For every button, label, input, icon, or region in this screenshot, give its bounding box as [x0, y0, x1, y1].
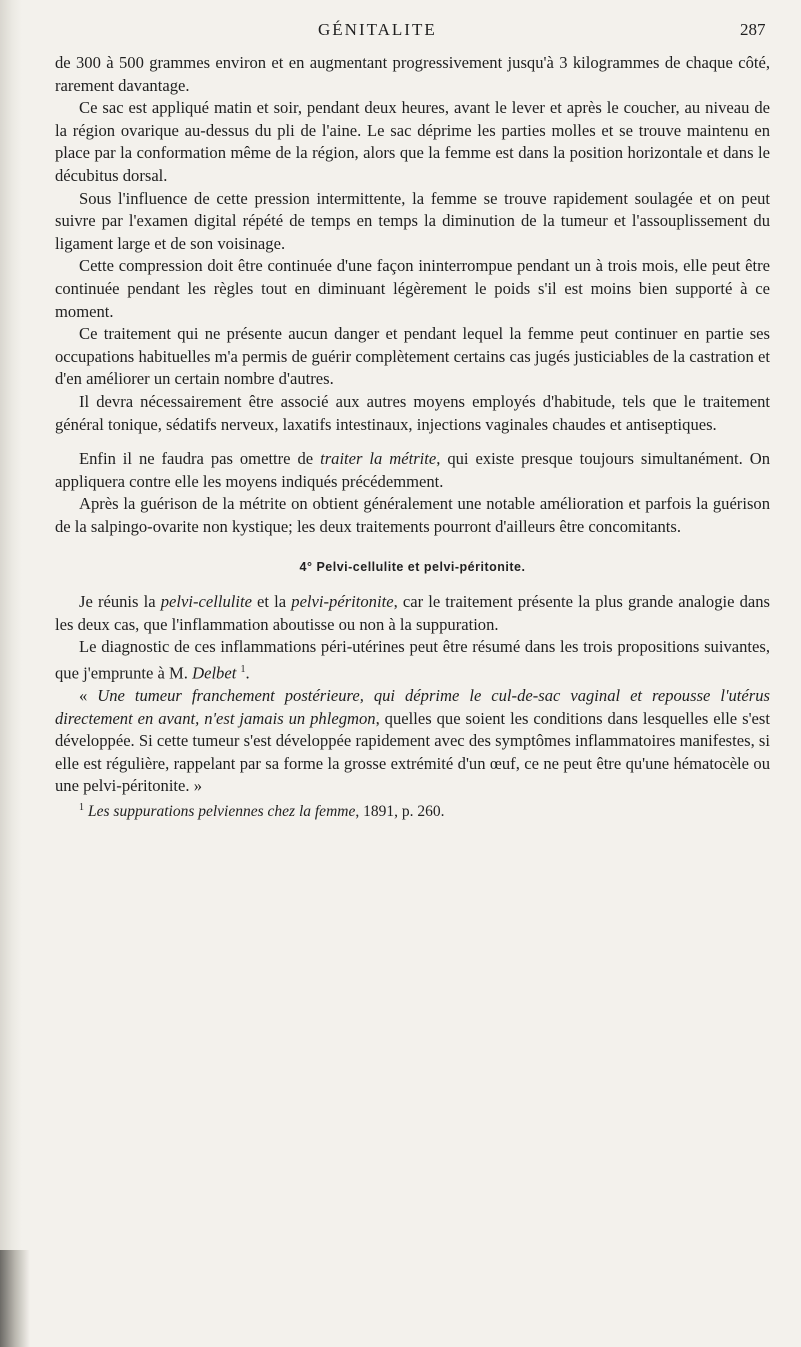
page-header [0, 20, 801, 50]
quotation [55, 685, 770, 798]
page-body [55, 52, 770, 822]
section-title: 4° Pelvi-cellulite et pelvi-péritonite. [299, 560, 526, 575]
emphasis: pelvi-cellulite [160, 592, 252, 612]
text-run: « [79, 685, 98, 705]
text-run: Je réunis la [79, 592, 161, 612]
paragraph [55, 636, 770, 685]
page-edge-shadow [0, 0, 22, 1347]
emphasis: traiter la métrite [320, 449, 437, 469]
paragraph: de 300 à 500 grammes environ et en augmentant progressivement jusqu'à 3 kilogrammes de chaque côté, rarement davantage. [55, 53, 770, 95]
text-run: . [245, 663, 250, 683]
footnote-reference[interactable]: 1 [240, 663, 246, 675]
text-run: Le diagnostic de ces inflammations péri-utérines peut être résumé dans les trois propositions suivantes, que j'emprunte à M. [55, 637, 770, 683]
text-run: , car le traitement présente la plus grande analogie dans les deux cas, que l'inflammation aboutisse ou non à la suppuration. [55, 592, 770, 634]
text-run: , quelles que soient les conditions dans lesquelles elle s'est développée. Si cette tumeur s'est développée rapidement avec des symptômes inflammatoires manifestes, si elle est régulière, rappelant par sa forme la grosse extrémité d'un œuf, ce ne peut être qu'une hématocèle ou une pelvi-péritonite. » [55, 708, 770, 796]
footnote-number: 1 [79, 801, 84, 813]
footnote [55, 798, 770, 822]
paragraph: Après la guérison de la métrite on obtient généralement une notable amélioration et parfois la guérison de la salpingo-ovarite non kystique; les deux traitements pourront d'ailleurs être concomitants. [55, 494, 770, 536]
paragraph [55, 448, 770, 493]
text-run: Enfin il ne faudra pas omettre de [79, 449, 321, 469]
footnote-details: , 1891, p. 260. [355, 803, 445, 821]
emphasis: Une tumeur franchement postérieure, qui déprime le cul-de-sac vaginal et repousse l'utérus directement en avant, n'est jamais un phlegmon [55, 685, 770, 728]
text-run: et la [251, 592, 292, 612]
paragraph: Ce traitement qui ne présente aucun danger et pendant lequel la femme peut continuer en partie ses occupations habituelles m'a permis de guérir complètement certains cas jugés justiciables de la castration et d'en améliorer un certain nombre d'autres. [55, 324, 770, 389]
footnote-title: Les suppurations pelviennes chez la femme [88, 803, 356, 821]
paragraph [55, 591, 770, 636]
emphasis: pelvi-péritonite [291, 592, 394, 612]
paragraph: Il devra nécessairement être associé aux autres moyens employés d'habitude, tels que le traitement général tonique, sédatifs nerveux, laxatifs intestinaux, injections vaginales chaudes et antiseptiques. [55, 391, 770, 434]
text-run: , qui existe presque toujours simultanément. On appliquera contre elle les moyens indiqués précédemment. [55, 449, 770, 491]
paragraph: Ce sac est appliqué matin et soir, pendant deux heures, avant le lever et après le coucher, au niveau de la région ovarique au-dessus du pli de l'aine. Le sac déprime les parties molles et se trouve maintenu en place par la conformation même de la région, alors que la femme est dans la position horizontale et dans le décubitus dorsal. [55, 98, 770, 185]
page-corner-shadow [0, 1250, 30, 1347]
page-number: 287 [740, 20, 766, 39]
paragraph: Cette compression doit être continuée d'une façon ininterrompue pendant un à trois mois, elle peut être continuée pendant les règles tout en diminuant légèrement le poids s'il est moins bien supporté à ce moment. [55, 256, 770, 321]
emphasis: Delbet [192, 663, 237, 683]
paragraph: Sous l'influence de cette pression intermittente, la femme se trouve rapidement soulagée et on peut suivre par l'examen digital répété de temps en temps la diminution de la tumeur et l'assouplissement du ligament large et de son voisinage. [55, 188, 770, 253]
running-title: GÉNITALITE [318, 20, 437, 39]
